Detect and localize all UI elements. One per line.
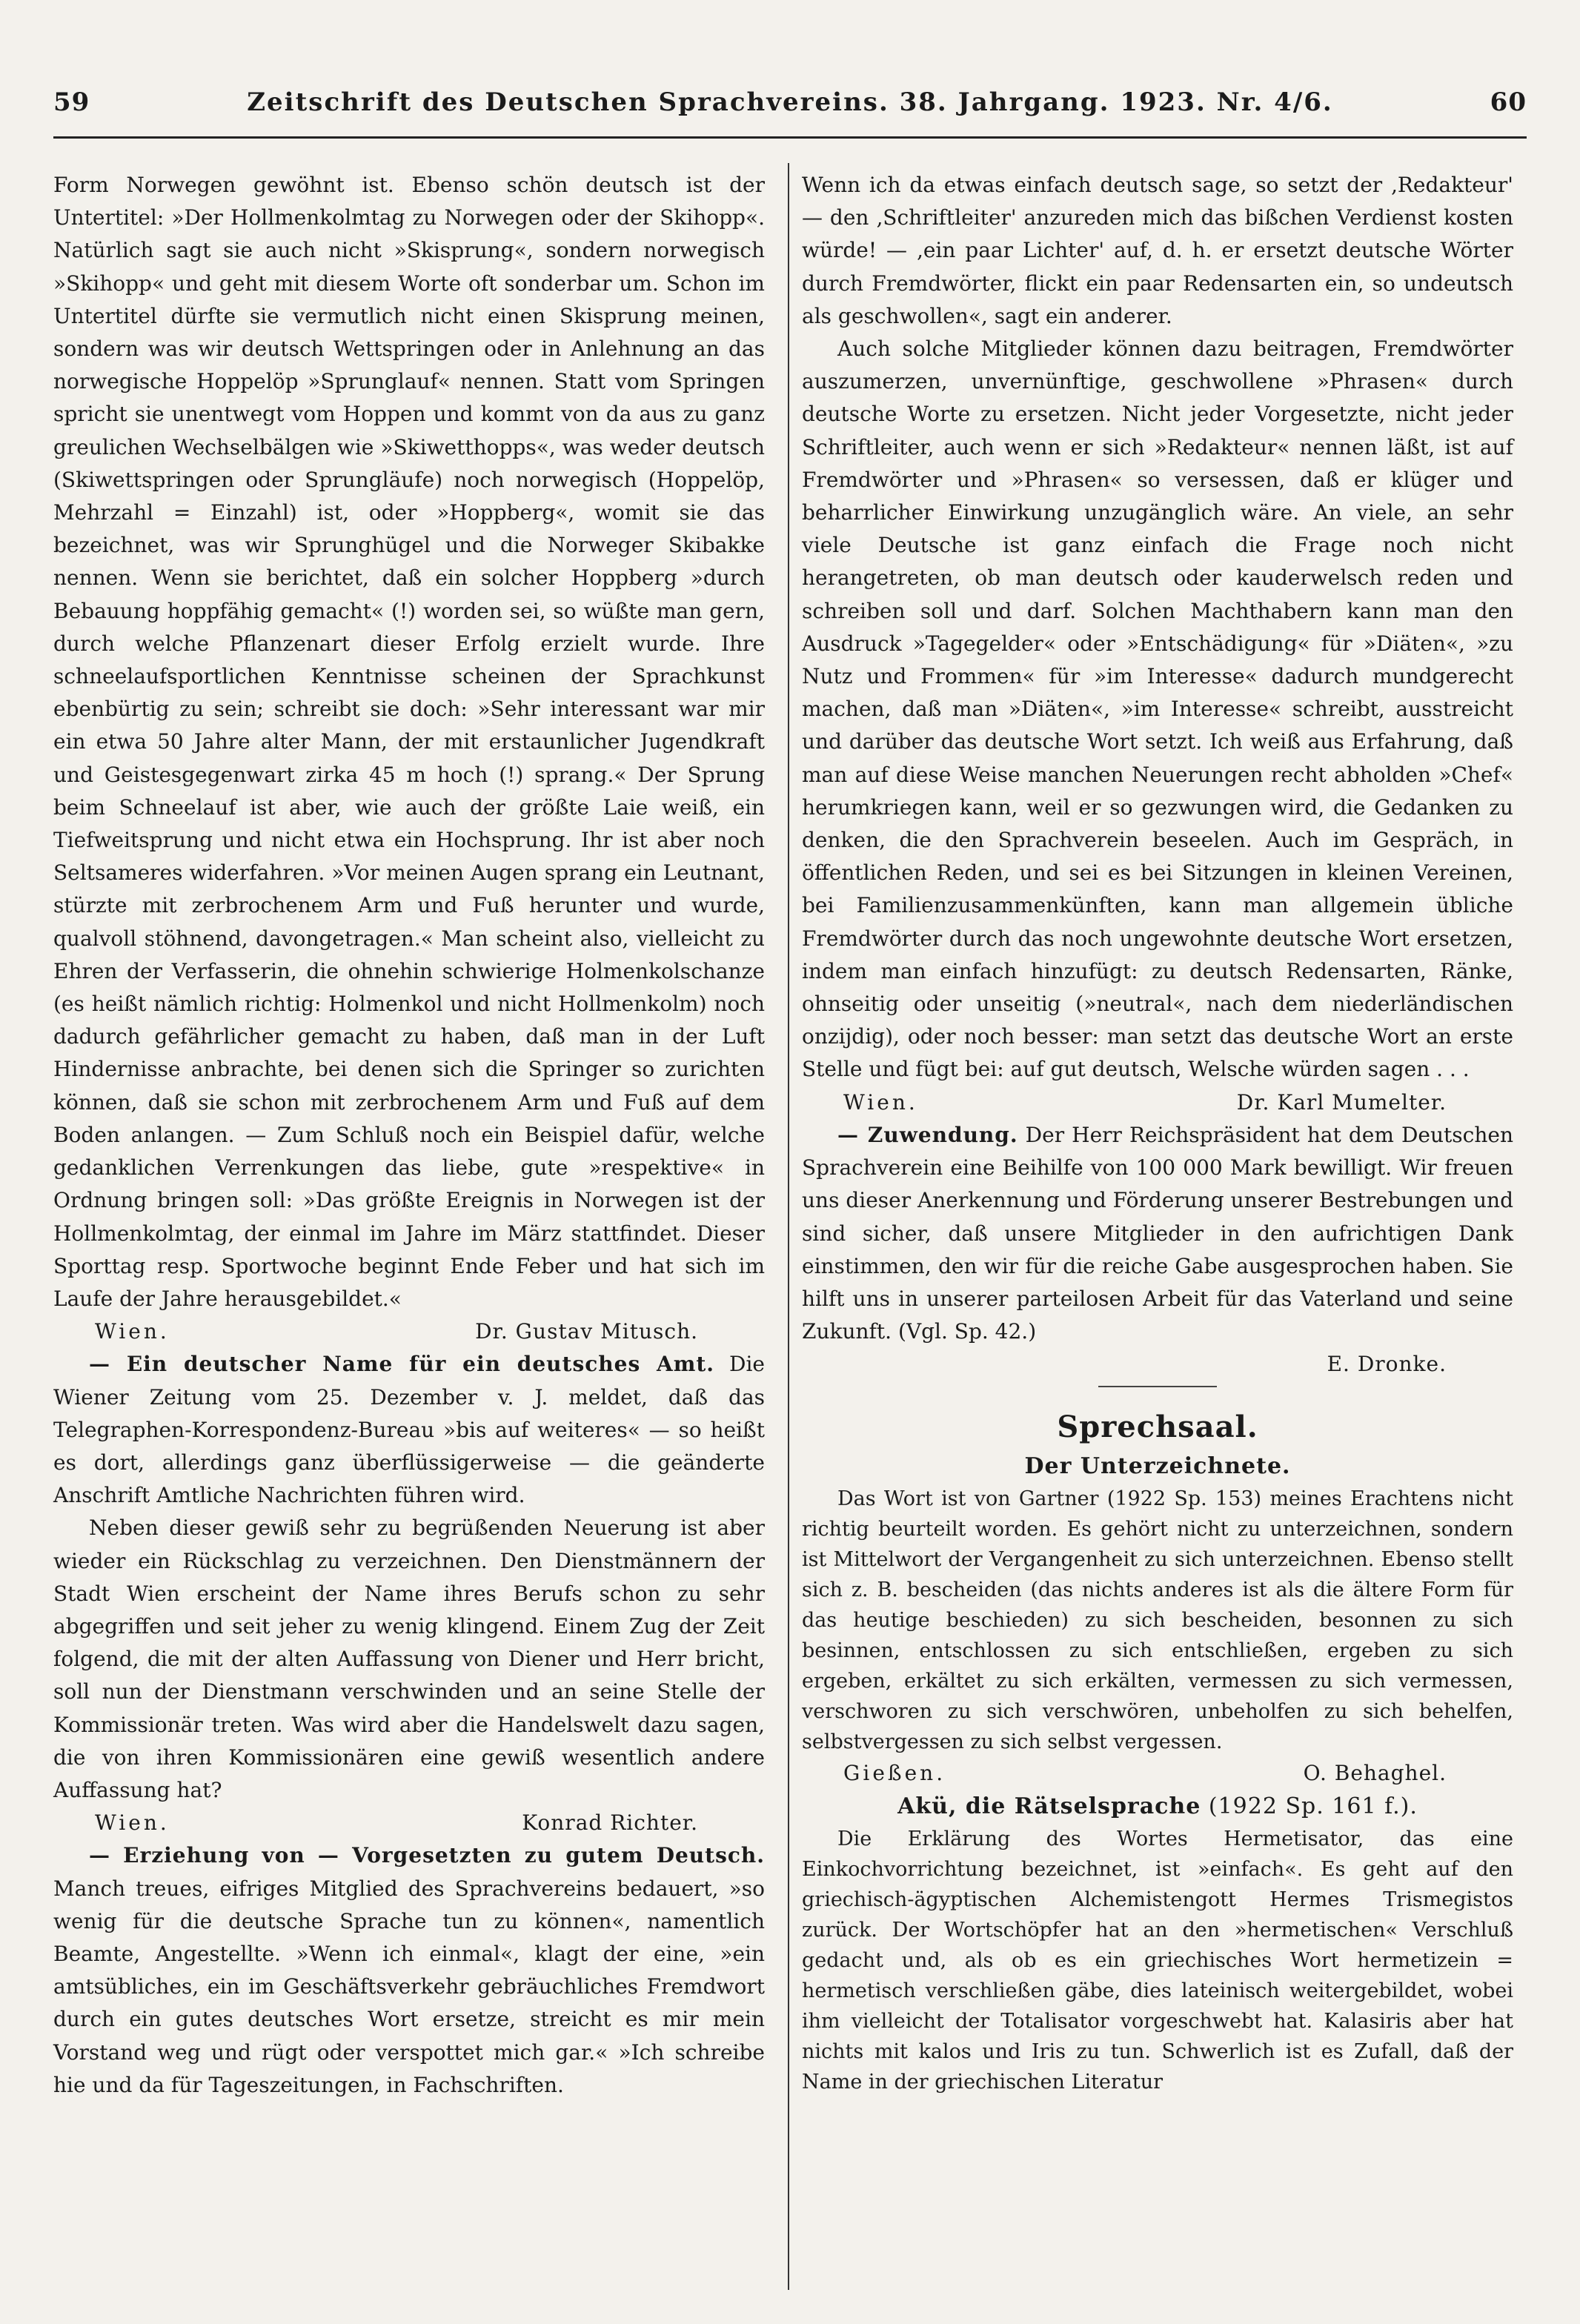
signature-name: Dr. Gustav Mitusch.: [475, 1319, 698, 1344]
signature: [802, 1757, 1513, 1790]
signature: [53, 1807, 765, 1839]
page-number-right: 60: [1490, 87, 1527, 117]
article-paragraph: Form Norwegen gewöhnt ist. Ebenso schön deutsch ist der Untertitel: »Der Hollmenkolmtag zu Norwegen oder der Skihopp«. Natürlich sagt sie auch nicht »Skisprung«, sondern norwegisch »Skihopp« und geht mit diesem Worte oft sonderbar um. Schon im Untertitel dürfte sie vermutlich nicht einen Skisprung meinen, sondern was wir deutsch Wettspringen oder in Anlehnung an das norwegische Hoppelöp »Sprunglauf« nennen. Statt vom Springen spricht sie unentwegt vom Hoppen und kommt von da aus zu ganz greulichen Wechselbälgen wie »Skiwetthopps«, was weder deutsch (Skiwettspringen oder Sprungläufe) noch norwegisch (Hoppelöp, Mehrzahl = Einzahl) ist, oder »Hoppberg«, womit sie das bezeichnet, was wir Sprunghügel und die Norweger Skibakke nennen. Wenn sie berichtet, daß ein solcher Hoppberg »durch Bebauung hoppfähig gemacht« (!) worden sei, so wüßte man gern, durch welche Pflanzenart dieser Erfolg erzielt wurde. Ihre schneelaufsportlichen Kenntnisse scheinen der Sprachkunst ebenbürtig zu sein; schreibt sie doch: »Sehr interessant war mir ein etwa 50 Jahre alter Mann, der mit erstaunlicher Jugendkraft und Geistesgegenwart zirka 45 m hoch (!) sprang.« Der Sprung beim Schneelauf ist aber, wie auch der größte Laie weiß, ein Tiefweitsprung und nicht etwa ein Hochsprung. Ihr ist aber noch Seltsameres widerfahren. »Vor meinen Augen sprang ein Leutnant, stürzte mit zerbrochenem Arm und Fuß herunter und wurde, qualvoll stöhnend, davongetragen.« Man scheint also, vielleicht zu Ehren der Verfasserin, die ohnehin schwierige Holmenkolschanze (es heißt nämlich richtig: Holmenkol und nicht Hollmenkolm) noch dadurch gefährlicher gemacht zu haben, daß man in der Luft Hindernisse anbrachte, bei denen sich die Springer so zurichten können, daß sie schon mit zerbrochenem Arm und Fuß auf dem Boden anlangen. — Zum Schluß noch ein Beispiel dafür, welche gedanklichen Verrenkungen das liebe, gute »respektive« in Ordnung bringen soll: »Das größte Ereignis in Norwegen ist der Hollmenkolmtag, der einmal im Jahre im März stattfindet. Dieser Sporttag resp. Sportwoche beginnt Ende Feber und hat sich im Laufe der Jahre herausgebildet.«: [53, 173, 765, 1311]
journal-title: Zeitschrift des Deutschen Sprachvereins. 38. Jahrgang. 1923. Nr. 4/6.: [247, 87, 1333, 117]
signature-name: Dr. Karl Mumelter.: [1236, 1089, 1447, 1115]
article-paragraph: [53, 1348, 765, 1512]
section-divider: [1098, 1386, 1217, 1387]
signature-place: Wien.: [843, 1089, 918, 1115]
article-paragraph: Das Wort ist von Gartner (1922 Sp. 153) meines Erachtens nicht richtig beurteilt worden. Es gehört nicht zu unterzeichnen, sondern ist Mittelwort der Vergangenheit zu sich unterzeichnen. Ebenso stellt sich z. B. bescheiden (das nichts anderes ist als die ältere Form für das heutige beschieden) zu sich bescheiden, besonnen zu sich besinnen, entschlossen zu sich entschließen, ergeben zu sich ergeben, erkältet zu sich erkälten, vermessen zu sich vermessen, verschworen zu sich verschwören, unbeholfen zu sich behelfen, selbstvergessen zu sich selbst vergessen.: [802, 1487, 1513, 1753]
running-header: [53, 87, 1527, 129]
article-heading: — Zuwendung.: [837, 1122, 1018, 1147]
article-paragraph: Wenn ich da etwas einfach deutsch sage, so setzt der ‚Redakteur' — den ‚Schriftleiter' anzureden mich das bißchen Verdienst kosten würde! — ‚ein paar Lichter' auf, d. h. er ersetzt deutsche Wörter durch Fremdwörter, flickt ein paar Redensarten ein, so undeutsch als geschwollen«, sagt ein anderer.: [802, 173, 1513, 328]
header-rule: [53, 136, 1527, 139]
subsection-title: [802, 1790, 1513, 1824]
subsection-title: Der Unterzeichnete.: [1024, 1452, 1291, 1479]
signature-place: Gießen.: [843, 1760, 946, 1785]
column-divider: [788, 163, 789, 2290]
signature-name: Konrad Richter.: [522, 1810, 698, 1836]
article-paragraph: [802, 1119, 1513, 1348]
signature: [802, 1348, 1513, 1381]
article-text: Die Wiener Zeitung vom 25. Dezember v. J. meldet, daß das Telegraphen-Korrespondenz-Bureau »bis auf weiteres« — so heißt es dort, allerdings ganz überflüssigerweise — die geänderte Anschrift Amtliche Nachrichten führen wird.: [53, 1352, 766, 1508]
article-heading: — Ein deutscher Name für ein deutsches Amt.: [89, 1352, 715, 1377]
signature-place: Wien.: [95, 1810, 170, 1836]
right-column: [802, 169, 1513, 2097]
signature-name: O. Behaghel.: [1303, 1760, 1447, 1785]
signature-name: E. Dronke.: [1327, 1352, 1447, 1377]
article-paragraph: Auch solche Mitglieder können dazu beitragen, Fremdwörter auszumerzen, unvernünftige, geschwollene »Phrasen« durch deutsche Worte zu ersetzen. Nicht jeder Vorgesetzte, nicht jeder Schriftleiter, auch wenn er sich »Redakteur« nennen läßt, ist auf Fremdwörter und »Phrasen« so versessen, daß er klüger und beharrlicher Einwirkung unzugänglich wäre. An viele, an sehr viele Deutsche ist ganz einfach die Frage noch nicht herangetreten, ob man deutsch oder kauderwelsch reden und schreiben soll und darf. Solchen Machthabern kann man den Ausdruck »Tagegelder« oder »Entschädigung« für »Diäten«, »zu Nutz und Frommen« für »im Interesse« dadurch mundgerecht machen, daß man »Diäten«, »im Interesse« schreibt, ausstreicht und darüber das deutsche Wort setzt. Ich weiß aus Erfahrung, daß man auf diese Weise manchen Neuerungen recht abholden »Chef« herumkriegen kann, weil er so gezwungen wird, die Gedanken zu denken, die den Sprachverein beseelen. Auch im Gespräch, in öffentlichen Reden, und sei es bei Sitzungen in kleinen Vereinen, bei Familienzusammenkünften, kann man allgemein übliche Fremdwörter durch das noch ungewohnte deutsche Wort ersetzen, indem man einfach hinzufügt: zu deutsch Redensarten, Ränke, ohnseitig oder unseitig (»neutral«, nach dem niederländischen onzijdig), oder noch besser: man setzt das deutsche Wort an erste Stelle und fügt bei: auf gut deutsch, Welsche würden sagen . . .: [802, 336, 1513, 1082]
section-title: Sprechsaal.: [1057, 1409, 1258, 1444]
page-number-left: 59: [53, 87, 90, 117]
signature: [53, 1315, 765, 1348]
subsection-heading: Akü, die Rätselsprache: [897, 1793, 1201, 1819]
signature: [802, 1086, 1513, 1119]
article-heading: — Erziehung von — Vorgesetzten zu gutem Deutsch.: [89, 1843, 765, 1868]
article-text: Der Herr Reichspräsident hat dem Deutschen Sprachverein eine Beihilfe von 100 000 Mark bewilligt. Wir freuen uns dieser Anerkennung und Förderung unserer Bestrebungen und sind sicher, daß unsere Mitglieder in den aufrichtigen Dank einstimmen, den wir für die reiche Gabe ausgesprochen haben. Sie hilft uns in unserer parteilosen Arbeit für das Vaterland und seine Zukunft. (Vgl. Sp. 42.): [802, 1122, 1513, 1344]
article-text: Manch treues, eifriges Mitglied des Sprachvereins bedauert, »so wenig für die deutsche Sprache tun zu können«, namentlich Beamte, Angestellte. »Wenn ich einmal«, klagt der eine, »ein amtsübliches, ein im Geschäftsverkehr gebräuchliches Fremdwort durch ein gutes deutsches Wort ersetze, streicht es mir mein Vorstand weg und rügt oder verspottet mich gar.« »Ich schreibe hie und da für Tageszeitungen, in Fachschriften.: [53, 1876, 765, 2097]
article-paragraph: Die Erklärung des Wortes Hermetisator, das eine Einkochvorrichtung bezeichnet, ist »einfach«. Es geht auf den griechisch-ägyptischen Alchemistengott Hermes Trismegistos zurück. Der Wortschöpfer hat an den »hermetischen« Verschluß gedacht und, als ob es ein griechisches Wort hermetizein = hermetisch verschließen gäbe, dies lateinisch weitergebildet, wobei ihm vielleicht der Totalisator vorgeschwebt hat. Kalasiris aber hat nichts mit kalos und Iris zu tun. Schwerlich ist es Zufall, daß der Name in der griechischen Literatur: [802, 1827, 1513, 2094]
left-column: [53, 169, 765, 2102]
subsection-reference: (1922 Sp. 161 f.).: [1201, 1793, 1418, 1819]
article-paragraph: [53, 1839, 765, 2102]
signature-place: Wien.: [95, 1319, 170, 1344]
article-paragraph: Neben dieser gewiß sehr zu begrüßenden Neuerung ist aber wieder ein Rückschlag zu verzeichnen. Den Dienstmännern der Stadt Wien erscheint der Name ihres Berufs schon zu sehr abgegriffen und seit jeher zu wenig klingend. Einem Zug der Zeit folgend, die mit der alten Auffassung von Diener und Herr bricht, soll nun der Dienstmann verschwinden und an seine Stelle der Kommissionär treten. Was wird aber die Handelswelt dazu sagen, die von ihren Kommissionären eine gewiß wesentlich andere Auffassung hat?: [53, 1515, 765, 1802]
